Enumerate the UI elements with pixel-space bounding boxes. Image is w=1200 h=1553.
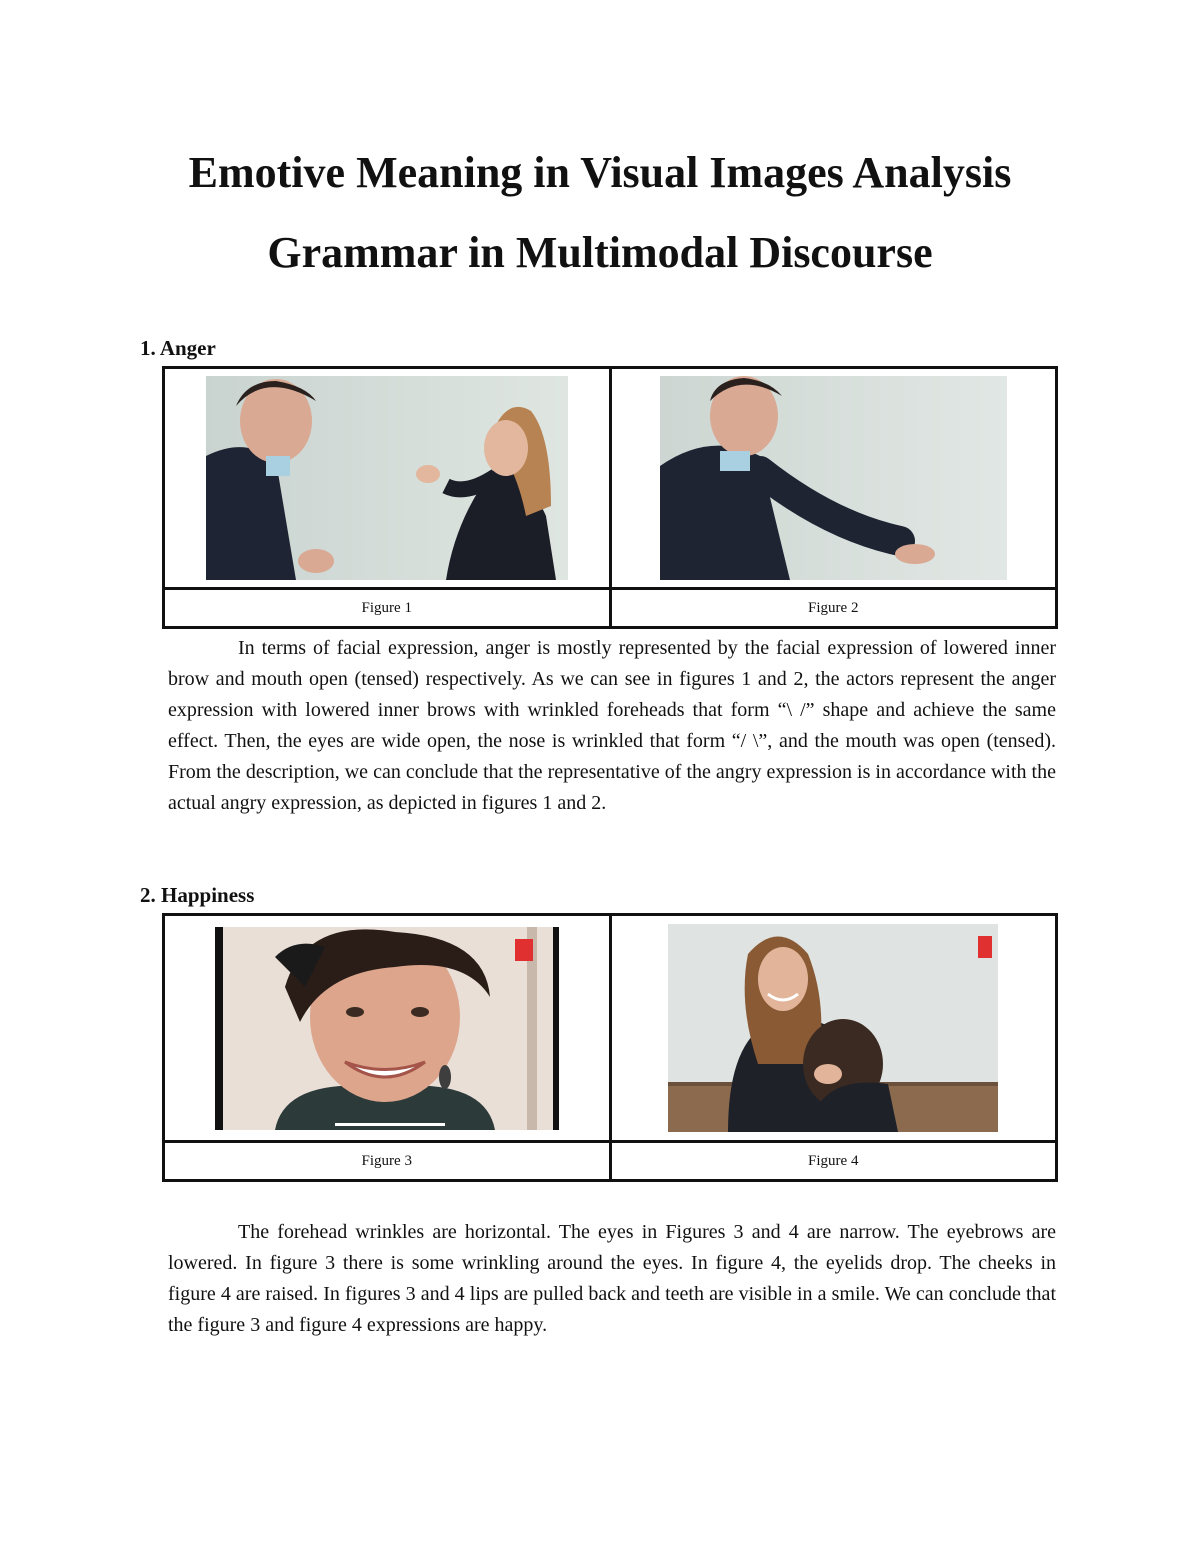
anger-analysis-paragraph (168, 633, 1056, 819)
two-people-arguing-photo (206, 376, 568, 580)
section-heading-happiness: 2. Happiness (140, 883, 255, 907)
happiness-analysis-text: The forehead wrinkles are horizontal. The eyes in Figures 3 and 4 are narrow. The eyebrows are lowered. In figure 3 there is some wrinkling around the eyes. In figure 4, the eyelids drop. The cheeks in figure 4 are raised. In figures 3 and 4 lips are pulled back and teeth are visible in a smile. We can conclude that the figure 3 and figure 4 expressions are happy. (168, 1221, 1056, 1336)
two-girls-hugging-photo (668, 924, 998, 1132)
figure-caption-2: Figure 2 (610, 589, 1057, 628)
document-title: Emotive Meaning in Visual Images Analysis (188, 148, 1012, 197)
figure-table-happiness (162, 913, 1058, 1182)
section-heading-anger: 1. Anger (140, 336, 216, 360)
figure-cell-4 (610, 915, 1057, 1142)
figure-cell-1 (164, 368, 611, 589)
figure-cell-2 (610, 368, 1057, 589)
document-subtitle: Grammar in Multimodal Discourse (267, 228, 933, 277)
figure-table-anger (162, 366, 1058, 629)
figure-caption-1: Figure 1 (164, 589, 611, 628)
happiness-analysis-paragraph (168, 1217, 1056, 1341)
smiling-woman-photo (215, 927, 559, 1130)
figure-caption-3: Figure 3 (164, 1142, 611, 1181)
figure-caption-4: Figure 4 (610, 1142, 1057, 1181)
boy-gesturing-angrily-photo (660, 376, 1007, 580)
figure-cell-3 (164, 915, 611, 1142)
anger-analysis-text: In terms of facial expression, anger is mostly represented by the facial expression of lowered inner brow and mouth open (tensed) respectively. As we can see in figures 1 and 2, the actors represent the anger expression with lowered inner brows with wrinkled foreheads that form “\ /” shape and achieve the same effect. Then, the eyes are wide open, the nose is wrinkled that form “/ \”, and the mouth was open (tensed). From the description, we can conclude that the representative of the angry expression is in accordance with the actual angry expression, as depicted in figures 1 and 2. (168, 637, 1056, 814)
